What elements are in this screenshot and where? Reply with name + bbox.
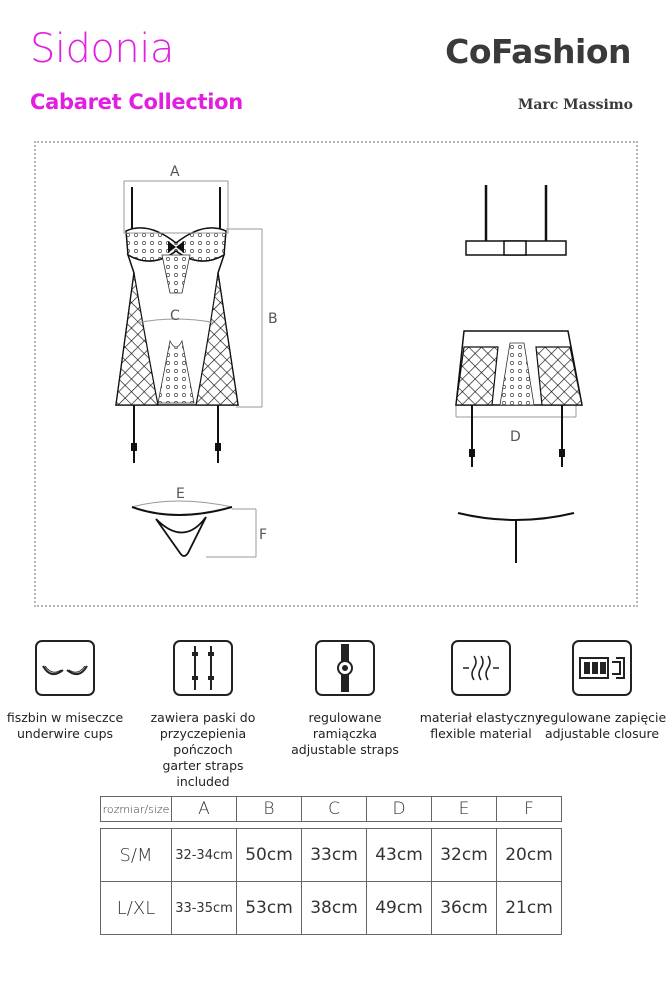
table-cell: 32-34cm (172, 829, 237, 882)
feature-label: przyczepienia pończoch (159, 726, 247, 757)
table-corner: rozmiar/size (101, 797, 172, 822)
feature-label: zawiera paski do (150, 710, 256, 725)
elastic-material-icon (451, 640, 511, 696)
table-cell: 33cm (302, 829, 367, 882)
table-cell: 32cm (432, 829, 497, 882)
column-header-a: A (172, 797, 237, 822)
label-a: A (170, 164, 180, 180)
feature-elastic (416, 640, 546, 742)
size-table (100, 796, 562, 935)
column-header-e: E (432, 797, 497, 822)
table-cell: 20cm (497, 829, 562, 882)
table-cell: 38cm (302, 882, 367, 935)
collection-subtitle: Cabaret Collection (30, 90, 243, 114)
adjustable-closure-icon (572, 640, 632, 696)
thong-back (458, 513, 574, 563)
label-f: F (259, 527, 268, 543)
feature-label: fiszbin w miseczce (6, 710, 124, 725)
adjustable-straps-icon (315, 640, 375, 696)
chemise-front (116, 187, 238, 463)
table-cell: 33-35cm (172, 882, 237, 935)
brand-logo: CoFashion (445, 32, 631, 71)
column-header-f: F (497, 797, 562, 822)
feature-label: materiał elastyczny (419, 710, 543, 725)
feature-label: adjustable straps (291, 742, 399, 757)
table-row (101, 829, 562, 882)
label-e: E (176, 486, 185, 502)
measurement-diagram (34, 141, 638, 607)
underwire-cups-icon (35, 640, 95, 696)
label-c: C (170, 308, 180, 324)
table-cell: 43cm (367, 829, 432, 882)
thong-front (132, 507, 232, 556)
table-cell: 53cm (237, 882, 302, 935)
garter-straps-icon (173, 640, 233, 696)
table-cell: 21cm (497, 882, 562, 935)
column-header-c: C (302, 797, 367, 822)
feature-label: adjustable closure (544, 726, 660, 741)
feature-closure (537, 640, 667, 742)
feature-straps (280, 640, 410, 758)
table-cell: 50cm (237, 829, 302, 882)
feature-label: garter straps included (162, 758, 244, 789)
table-cell: 49cm (367, 882, 432, 935)
product-title: Sidonia (30, 26, 174, 72)
feature-label: underwire cups (16, 726, 114, 741)
designer-name: Marc Massimo (517, 97, 633, 113)
column-header-d: D (367, 797, 432, 822)
feature-underwire (0, 640, 130, 742)
table-cell: 36cm (432, 882, 497, 935)
chemise-back-top (466, 185, 566, 255)
feature-label: regulowane ramiączka (308, 710, 382, 741)
garment-drawing (36, 143, 640, 609)
feature-label: flexible material (430, 726, 532, 741)
table-row (101, 882, 562, 935)
table-header-row (101, 797, 562, 822)
size-cell: S/M (101, 829, 172, 882)
column-header-b: B (237, 797, 302, 822)
label-b: B (268, 311, 278, 327)
feature-garter (138, 640, 268, 790)
chemise-back-bottom (456, 331, 582, 467)
size-cell: L/XL (101, 882, 172, 935)
label-d: D (510, 429, 521, 445)
feature-label: regulowane zapięcie (537, 710, 667, 725)
